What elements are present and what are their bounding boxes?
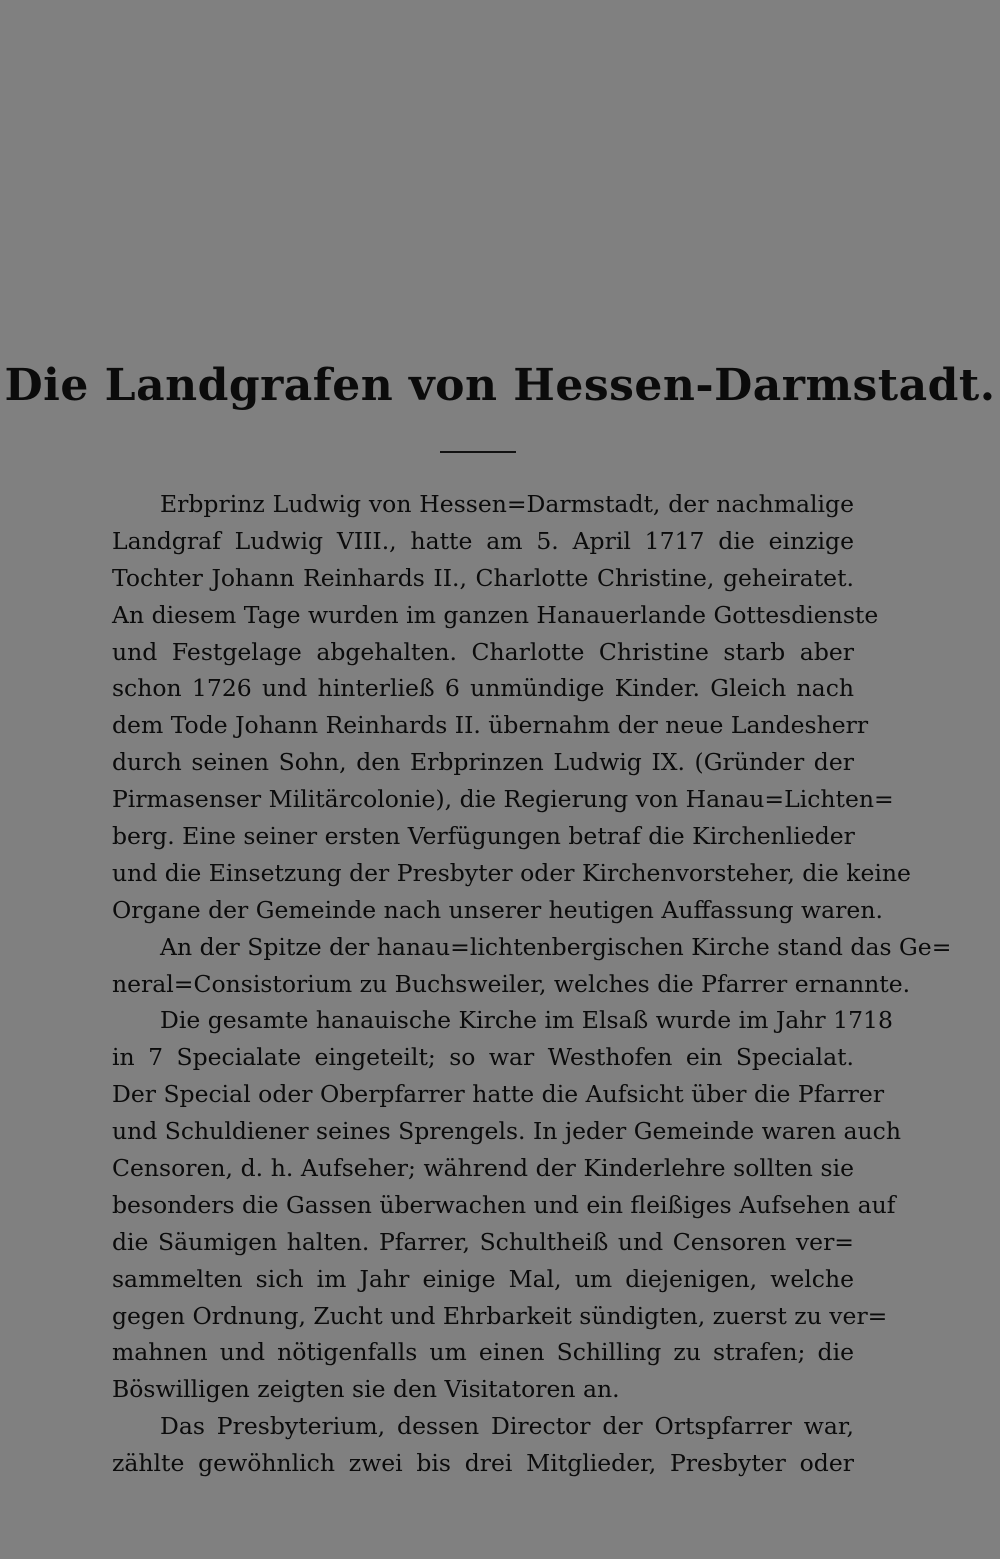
text-line: An diesem Tage wurden im ganzen Hanauerlande Gottesdienste — [112, 600, 879, 629]
text-line: Tochter Johann Reinhards II., Charlotte Christine, geheiratet. — [112, 563, 854, 592]
text-line: zählte gewöhnlich zwei bis drei Mitglieder, Presbyter oder — [112, 1449, 854, 1478]
text-line: und die Einsetzung der Presbyter oder Kirchenvorsteher, die keine — [112, 858, 911, 887]
text-line: schon 1726 und hinterließ 6 unmündige Kinder. Gleich nach — [112, 674, 854, 703]
body-text — [112, 486, 952, 1482]
text-line: und Festgelage abgehalten. Charlotte Christine starb aber — [112, 637, 854, 666]
text-line: besonders die Gassen überwachen und ein fleißiges Aufsehen auf — [112, 1190, 896, 1219]
text-line: Landgraf Ludwig VIII., hatte am 5. April 1717 die einzige — [112, 526, 854, 555]
title-divider — [440, 451, 516, 453]
page-title: Die Landgrafen von Hessen-Darmstadt. — [4, 360, 996, 411]
text-line: Das Presbyterium, dessen Director der Ortspfarrer war, — [160, 1412, 854, 1441]
text-line: dem Tode Johann Reinhards II. übernahm der neue Landesherr — [112, 711, 869, 740]
text-line: An der Spitze der hanau=lichtenbergischen Kirche stand das Ge= — [160, 932, 952, 961]
text-line: Pirmasenser Militärcolonie), die Regierung von Hanau=Lichten= — [112, 785, 894, 814]
text-line: Erbprinz Ludwig von Hessen=Darmstadt, der nachmalige — [160, 490, 854, 518]
text-line: mahnen und nötigenfalls um einen Schilling zu strafen; die — [112, 1338, 854, 1367]
text-line: Organe der Gemeinde nach unserer heutigen Auffassung waren. — [112, 895, 883, 924]
text-line: Censoren, d. h. Aufseher; während der Kinderlehre sollten sie — [112, 1154, 854, 1183]
text-line: und Schuldiener seines Sprengels. In jeder Gemeinde waren auch — [112, 1117, 901, 1146]
text-line: sammelten sich im Jahr einige Mal, um diejenigen, welche — [112, 1264, 854, 1293]
text-line: Böswilligen zeigten sie den Visitatoren an. — [112, 1375, 620, 1404]
text-line: Die gesamte hanauische Kirche im Elsaß wurde im Jahr 1718 — [160, 1006, 893, 1035]
text-line: Der Special oder Oberpfarrer hatte die Aufsicht über die Pfarrer — [112, 1080, 885, 1109]
text-line: durch seinen Sohn, den Erbprinzen Ludwig IX. (Gründer der — [112, 748, 854, 777]
text-line: berg. Eine seiner ersten Verfügungen betraf die Kirchenlieder — [112, 822, 855, 851]
text-line: neral=Consistorium zu Buchsweiler, welches die Pfarrer ernannte. — [112, 969, 911, 998]
text-line: gegen Ordnung, Zucht und Ehrbarkeit sündigten, zuerst zu ver= — [112, 1301, 888, 1330]
text-line: in 7 Specialate eingeteilt; so war Westhofen ein Specialat. — [112, 1043, 854, 1072]
text-line: die Säumigen halten. Pfarrer, Schultheiß und Censoren ver= — [112, 1227, 854, 1256]
